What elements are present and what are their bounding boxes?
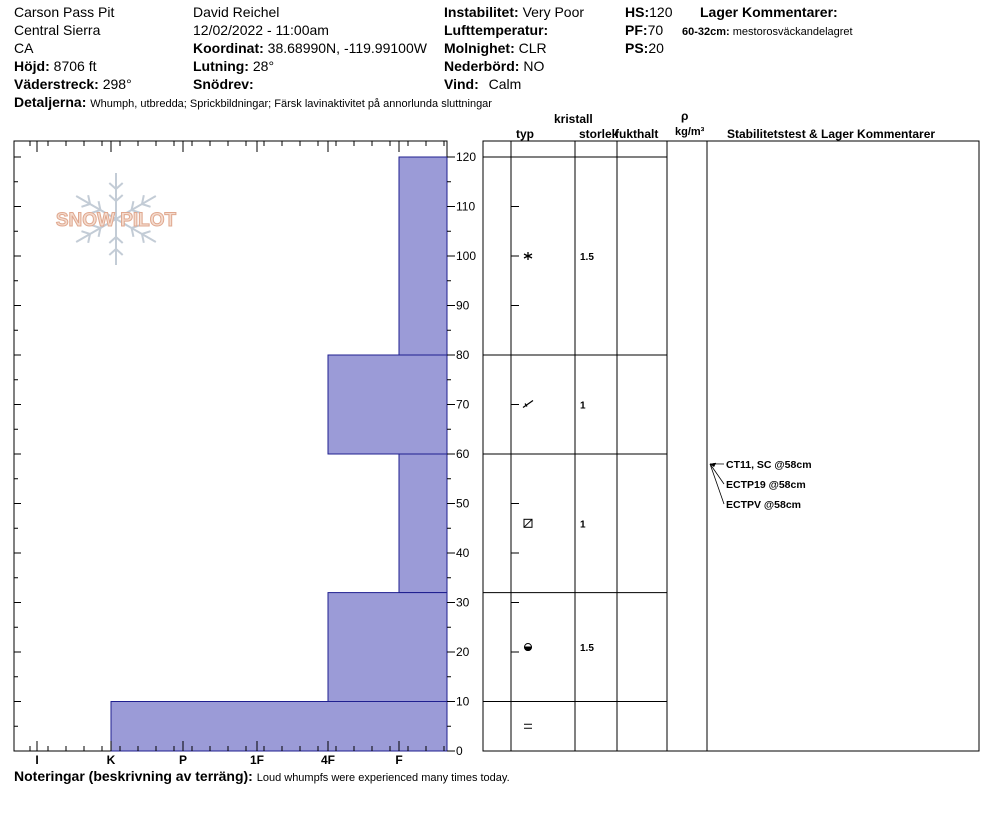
details-label: Detaljerna: bbox=[14, 94, 87, 110]
stability-test-leader bbox=[710, 464, 724, 484]
x-tick-label: 4F bbox=[320, 753, 336, 767]
aspect-value: 298° bbox=[102, 76, 132, 92]
sky-label: Molnighet: bbox=[444, 40, 515, 56]
notes bbox=[14, 768, 510, 786]
stability-test-label: CT11, SC @58cm bbox=[726, 459, 812, 471]
airtemp-label: Lufttemperatur: bbox=[444, 22, 549, 38]
wind-value: Calm bbox=[488, 76, 522, 92]
snowflake-branch bbox=[142, 204, 151, 207]
layer-comment-text: mestorosväckandelagret bbox=[732, 26, 853, 38]
snowflake-branch bbox=[109, 249, 116, 255]
melt-fill bbox=[525, 647, 532, 651]
y-tick-label: 70 bbox=[456, 397, 470, 412]
hs-label: HS: bbox=[625, 4, 650, 20]
stability-test-label: ECTP19 @58cm bbox=[726, 479, 806, 491]
y-tick-label: 50 bbox=[456, 496, 470, 511]
location: Carson Pass Pit bbox=[14, 4, 115, 20]
hs-value: 120 bbox=[649, 4, 673, 20]
ice-crust-icon bbox=[524, 724, 532, 728]
details-value: Whumph, utbredda; Sprickbildningar; Färsk lavinaktivitet på annorlunda sluttningar bbox=[90, 98, 492, 110]
melt-form-icon bbox=[525, 644, 532, 651]
layer-table-frame bbox=[483, 141, 979, 751]
y-tick-label: 20 bbox=[456, 645, 470, 659]
y-tick-label: 120 bbox=[456, 150, 477, 164]
elevation-label: Höjd: bbox=[14, 58, 50, 74]
col-storlek: storlek bbox=[579, 127, 619, 141]
y-tick-label: 80 bbox=[456, 348, 470, 362]
snowflake-branch bbox=[109, 183, 116, 189]
logo-text: SNOW PILOT bbox=[55, 210, 177, 231]
snowflake-branch bbox=[81, 204, 90, 207]
x-tick-label: 1F bbox=[249, 753, 265, 767]
snowflake-branch bbox=[81, 231, 90, 234]
coord-label: Koordinat: bbox=[193, 40, 264, 56]
faceted-icon bbox=[524, 519, 532, 527]
snowpilot-logo bbox=[56, 173, 177, 265]
y-tick-label: 60 bbox=[456, 447, 470, 461]
y-tick-label: 90 bbox=[456, 298, 470, 313]
hardness-bar-1 bbox=[328, 355, 447, 454]
drift-label: Snödrev: bbox=[193, 76, 254, 92]
slope-label: Lutning: bbox=[193, 58, 249, 74]
ps-value: 20 bbox=[648, 40, 664, 56]
snowflake-branch bbox=[116, 183, 123, 189]
decomposing-icon bbox=[523, 401, 533, 408]
elevation-value: 8706 ft bbox=[53, 58, 97, 74]
slope-value: 28° bbox=[252, 58, 275, 74]
hardness-bar-4 bbox=[111, 702, 447, 752]
snowflake-branch bbox=[142, 231, 151, 234]
snowflake-branch bbox=[116, 249, 123, 255]
snowflake-branch bbox=[116, 195, 123, 201]
notes-value: Loud whumpfs were experienced many times today. bbox=[256, 772, 510, 784]
aspect-label: Väderstreck: bbox=[14, 76, 99, 92]
new-snow-icon bbox=[524, 252, 532, 260]
snowflake-branch bbox=[109, 237, 116, 243]
y-tick-label: 40 bbox=[456, 546, 470, 560]
snowflake-branch bbox=[116, 237, 123, 243]
stability-test-leader bbox=[710, 464, 724, 504]
y-tick-label: 110 bbox=[456, 199, 476, 214]
layer-comment-depth: 60-32cm: bbox=[682, 26, 730, 38]
wind-label: Vind: bbox=[444, 76, 479, 92]
ps-label: PS: bbox=[625, 40, 649, 56]
hardness-bar-0 bbox=[399, 157, 447, 355]
range: Central Sierra bbox=[14, 22, 101, 38]
pf-value: 70 bbox=[647, 22, 664, 38]
crystal-size-label: 1 bbox=[580, 519, 586, 531]
y-tick-label: 0 bbox=[456, 744, 463, 758]
col-fukthalt: fukthalt bbox=[615, 127, 659, 141]
snowflake-branch bbox=[109, 195, 116, 201]
decomposing-stroke bbox=[523, 401, 533, 408]
stability-test-label: ECTPV @58cm bbox=[726, 499, 802, 511]
layer-comments-label: Lager Kommentarer: bbox=[700, 4, 838, 20]
hardness-bar-2 bbox=[399, 454, 447, 593]
y-tick-label: 100 bbox=[456, 249, 477, 263]
faceted-diagonal bbox=[524, 519, 532, 527]
sky-value: CLR bbox=[518, 40, 547, 56]
precip-label: Nederbörd: bbox=[444, 58, 520, 74]
col-density-unit: kg/m³ bbox=[675, 126, 705, 138]
x-tick-label: I bbox=[35, 753, 39, 767]
y-tick-label: 10 bbox=[456, 694, 470, 709]
state: CA bbox=[14, 40, 34, 56]
x-tick-label: K bbox=[106, 753, 116, 767]
coord-value: 38.68990N, -119.99100W bbox=[267, 40, 427, 56]
crystal-size-label: 1.5 bbox=[580, 252, 594, 263]
datetime: 12/02/2022 - 11:00am bbox=[193, 22, 329, 38]
pf-label: PF: bbox=[625, 22, 648, 38]
precip-value: NO bbox=[523, 58, 545, 74]
col-kristall: kristall bbox=[554, 112, 593, 126]
observer: David Reichel bbox=[193, 4, 280, 20]
stability-label: Instabilitet: bbox=[444, 4, 519, 20]
stability-value: Very Poor bbox=[522, 4, 585, 20]
crystal-size-label: 1 bbox=[580, 400, 586, 412]
hardness-bar-3 bbox=[328, 593, 447, 702]
x-tick-label: P bbox=[178, 753, 188, 767]
col-rho: ρ bbox=[681, 109, 689, 123]
col-stability: Stabilitetstest & Lager Kommentarer bbox=[727, 127, 936, 141]
notes-label: Noteringar (beskrivning av terräng): bbox=[14, 768, 253, 784]
x-tick-label: F bbox=[395, 753, 403, 767]
crystal-size-label: 1.5 bbox=[580, 643, 594, 655]
col-typ: typ bbox=[516, 127, 534, 141]
y-tick-label: 30 bbox=[456, 595, 470, 610]
